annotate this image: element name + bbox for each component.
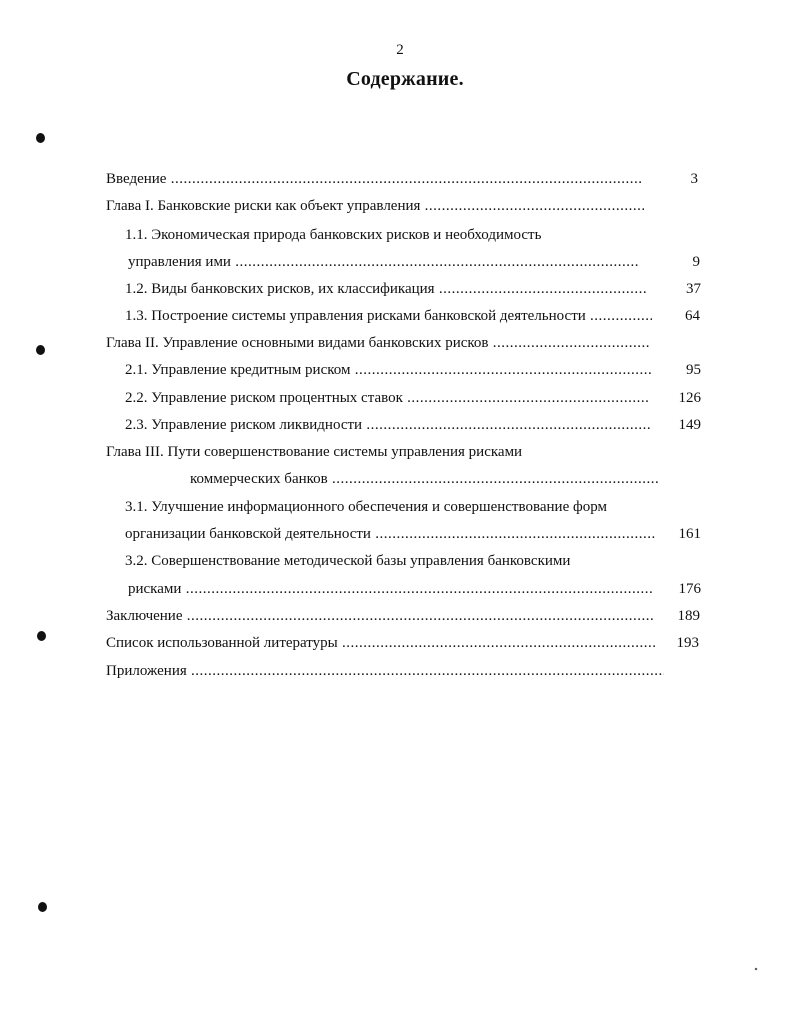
- toc-entry-chapter-3-cont[interactable]: [0, 466, 795, 493]
- toc-entry-section-1-1-cont[interactable]: [0, 249, 795, 276]
- binder-hole-4: [38, 902, 47, 912]
- toc-entry-text: Глава III. Пути совершенствование системы управления рисками: [106, 444, 523, 460]
- toc-entry-text: Введение .....: [106, 166, 642, 193]
- toc-entry-text: 2.1. Управление кредитным риском .....: [125, 357, 652, 384]
- toc-entry-page: 126: [678, 390, 701, 406]
- page-title: Содержание.: [346, 68, 464, 90]
- toc-entry-section-1-3[interactable]: [0, 303, 795, 330]
- toc-entry-text: 3.2. Совершенствование методической базы управления банковскими: [125, 553, 571, 569]
- toc-entry-text: управления ими .....: [128, 249, 640, 276]
- toc-entry-section-3-2-cont[interactable]: [0, 576, 795, 603]
- toc-entry-page: 9: [692, 254, 700, 270]
- page-number: 2: [396, 42, 404, 58]
- toc-entry-text: Приложения .....: [106, 658, 664, 685]
- toc-entry-text: Заключение .....: [106, 603, 655, 630]
- toc-entry-text: рисками .....: [128, 576, 654, 603]
- toc-entry-section-3-2[interactable]: [0, 548, 795, 575]
- toc-entry-text: 3.1. Улучшение информационного обеспечения и совершенствование форм: [125, 499, 607, 515]
- toc-entry-section-3-1-cont[interactable]: [0, 521, 795, 548]
- toc-entry-section-2-3[interactable]: [0, 412, 795, 439]
- toc-entry-text: Глава II. Управление основными видами банковских рисков .....: [106, 330, 650, 357]
- toc-entry-page: 37: [686, 281, 701, 297]
- toc-entry-text: 1.1. Экономическая природа банковских рисков и необходимость: [125, 227, 542, 243]
- toc-entry-chapter-2[interactable]: [0, 330, 795, 357]
- toc-entry-text: 1.3. Построение системы управления рисками банковской деятельности .....: [125, 303, 652, 330]
- scan-speck: [755, 968, 758, 971]
- toc-entry-text: организации банковской деятельности .....: [125, 521, 656, 548]
- toc-entry-page: 193: [676, 635, 699, 651]
- toc-entry-text: 1.2. Виды банковских рисков, их классификация .....: [125, 276, 647, 303]
- toc-entry-chapter-1[interactable]: [0, 193, 795, 220]
- toc-entry-introduction[interactable]: [0, 166, 795, 193]
- toc-entry-chapter-3[interactable]: [0, 439, 795, 466]
- toc-entry-text: Глава I. Банковские риски как объект управления .....: [106, 193, 644, 220]
- toc-entry-references[interactable]: [0, 630, 795, 657]
- toc-entry-section-3-1[interactable]: [0, 494, 795, 521]
- toc-entry-page: 161: [678, 526, 701, 542]
- toc-entry-page: 176: [678, 581, 701, 597]
- binder-hole-1: [36, 133, 45, 143]
- toc-entry-page: 95: [686, 362, 701, 378]
- toc-entry-appendices[interactable]: [0, 658, 795, 685]
- toc-entry-section-1-1[interactable]: [0, 222, 795, 249]
- toc-entry-conclusion[interactable]: [0, 603, 795, 630]
- toc-entry-section-1-2[interactable]: [0, 276, 795, 303]
- toc-entry-section-2-2[interactable]: [0, 385, 795, 412]
- toc-entry-text: Список использованной литературы .....: [106, 630, 657, 657]
- toc-entry-text: 2.3. Управление риском ликвидности .....: [125, 412, 652, 439]
- toc-entry-text: коммерческих банков .....: [190, 466, 658, 493]
- toc-entry-text: 2.2. Управление риском процентных ставок .....: [125, 385, 650, 412]
- toc-entry-page: 3: [690, 171, 698, 187]
- toc-entry-page: 64: [685, 308, 700, 324]
- toc-entry-section-2-1[interactable]: [0, 357, 795, 384]
- toc-entry-page: 149: [678, 417, 701, 433]
- toc-entry-page: 189: [677, 608, 700, 624]
